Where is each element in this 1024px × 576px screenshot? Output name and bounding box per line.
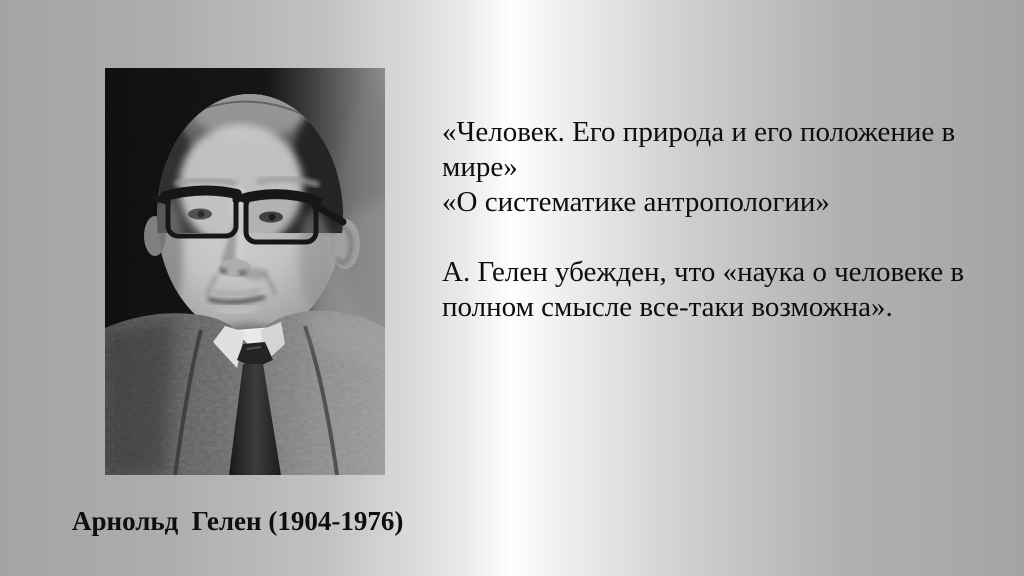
book-title-2: «О систематике антропологии»: [442, 186, 830, 218]
portrait-caption: Арнольд Гелен (1904-1976): [72, 506, 404, 536]
book-title-1: «Человек. Его природа и его положение в мире»: [442, 116, 956, 183]
portrait-photo: [105, 68, 385, 475]
quote-text-block: [442, 115, 1002, 325]
film-grain-overlay: [105, 68, 385, 475]
arnold-gehlen-portrait-image: [105, 68, 385, 475]
gehlen-statement: А. Гелен убежден, что «наука о человеке в полном смысле все-таки возможна».: [442, 256, 965, 323]
